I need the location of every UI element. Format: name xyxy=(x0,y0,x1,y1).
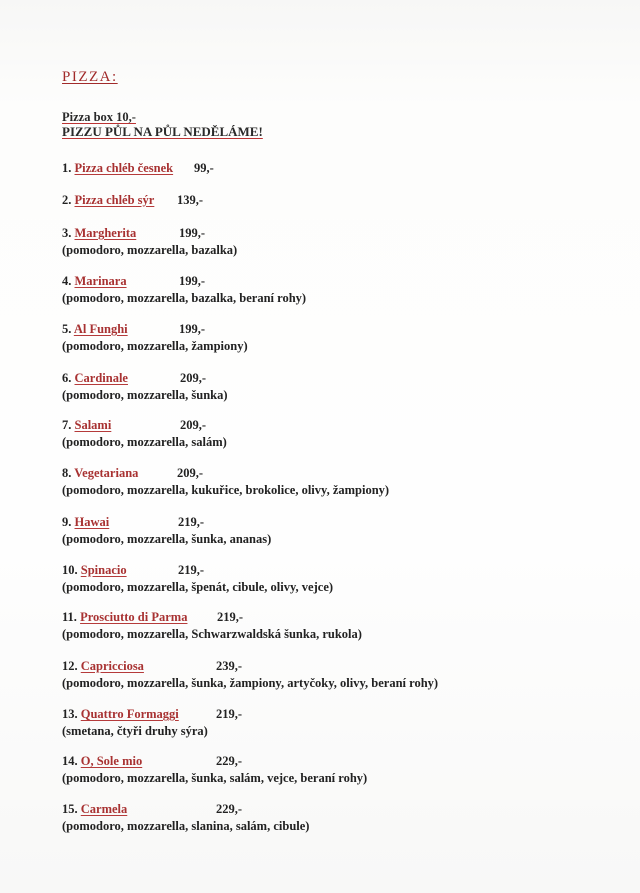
item-description: (pomodoro, mozzarella, slanina, salám, cibule) xyxy=(62,819,310,833)
item-description: (pomodoro, mozzarella, salám) xyxy=(62,435,227,449)
item-name: Al Funghi xyxy=(73,322,128,336)
item-price: 209,- xyxy=(180,418,207,432)
menu-item xyxy=(62,706,243,740)
item-price: 219,- xyxy=(217,610,244,624)
item-price: 199,- xyxy=(179,226,206,240)
item-description: (pomodoro, mozzarella, kukuřice, brokolice, olivy, žampiony) xyxy=(62,483,390,497)
menu-item xyxy=(62,658,438,692)
item-name: Prosciutto di Parma xyxy=(80,610,188,624)
menu-item xyxy=(62,370,228,404)
item-price: 199,- xyxy=(179,322,206,336)
half-half-note: PIZZU PŮL NA PŮL NEDĚLÁME! xyxy=(62,124,263,139)
menu-item xyxy=(62,465,389,499)
menu-item xyxy=(62,225,237,259)
item-number: 3. xyxy=(62,226,72,240)
item-name: Spinacio xyxy=(80,563,127,577)
item-number: 10. xyxy=(62,563,78,577)
item-description: (pomodoro, mozzarella, bazalka) xyxy=(62,243,238,257)
menu-item xyxy=(62,753,367,787)
item-price: 199,- xyxy=(179,274,206,288)
item-description: (pomodoro, mozzarella, šunka) xyxy=(62,388,228,402)
item-name: O, Sole mio xyxy=(80,754,143,768)
item-price: 99,- xyxy=(194,161,214,175)
item-price: 219,- xyxy=(216,707,243,721)
item-name: Vegetariana xyxy=(74,466,139,480)
item-price: 239,- xyxy=(216,659,243,673)
item-description: (smetana, čtyři druhy sýra) xyxy=(62,724,208,738)
menu-item xyxy=(62,192,204,209)
item-number: 12. xyxy=(62,659,78,673)
item-number: 7. xyxy=(62,418,72,432)
item-name: Carmela xyxy=(80,802,128,816)
item-name: Salami xyxy=(74,418,112,432)
item-price: 209,- xyxy=(180,371,207,385)
pizza-box-note: Pizza box 10,- xyxy=(62,110,136,124)
item-name: Marinara xyxy=(74,274,127,288)
item-number: 14. xyxy=(62,754,78,768)
item-name: Cardinale xyxy=(74,371,128,385)
item-price: 139,- xyxy=(177,193,204,207)
item-price: 229,- xyxy=(216,802,243,816)
item-name: Margherita xyxy=(74,226,137,240)
item-number: 2. xyxy=(62,193,72,207)
item-name: Hawai xyxy=(74,515,110,529)
item-number: 1. xyxy=(62,161,72,175)
menu-item xyxy=(62,514,271,548)
item-description: (pomodoro, mozzarella, šunka, ananas) xyxy=(62,532,272,546)
menu-item xyxy=(62,801,309,835)
item-description: (pomodoro, mozzarella, šunka, žampiony, artyčoky, olivy, beraní rohy) xyxy=(62,676,439,690)
item-name: Quattro Formaggi xyxy=(80,707,179,721)
item-price: 219,- xyxy=(178,515,205,529)
item-price: 229,- xyxy=(216,754,243,768)
menu-item xyxy=(62,417,227,451)
item-number: 11. xyxy=(62,610,77,624)
item-description: (pomodoro, mozzarella, bazalka, beraní rohy) xyxy=(62,291,307,305)
item-name: Pizza chléb česnek xyxy=(74,161,174,175)
menu-item xyxy=(62,562,333,596)
item-number: 15. xyxy=(62,802,78,816)
item-price: 209,- xyxy=(177,466,204,480)
item-number: 4. xyxy=(62,274,72,288)
menu-item xyxy=(62,321,248,355)
item-description: (pomodoro, mozzarella, šunka, salám, vejce, beraní rohy) xyxy=(62,771,368,785)
item-description: (pomodoro, mozzarella, špenát, cibule, olivy, vejce) xyxy=(62,580,334,594)
item-description: (pomodoro, mozzarella, Schwarzwaldská šunka, rukola) xyxy=(62,627,362,641)
item-description: (pomodoro, mozzarella, žampiony) xyxy=(62,339,248,353)
menu-heading: PIZZA: xyxy=(62,69,118,85)
menu-item xyxy=(62,609,362,643)
item-price: 219,- xyxy=(178,563,205,577)
item-number: 5. xyxy=(62,322,72,336)
item-number: 13. xyxy=(62,707,78,721)
item-number: 8. xyxy=(62,466,72,480)
item-number: 9. xyxy=(62,515,72,529)
menu-item xyxy=(62,160,214,177)
item-name: Capricciosa xyxy=(80,659,144,673)
menu-item xyxy=(62,273,306,307)
item-name: Pizza chléb sýr xyxy=(74,193,155,207)
item-number: 6. xyxy=(62,371,72,385)
